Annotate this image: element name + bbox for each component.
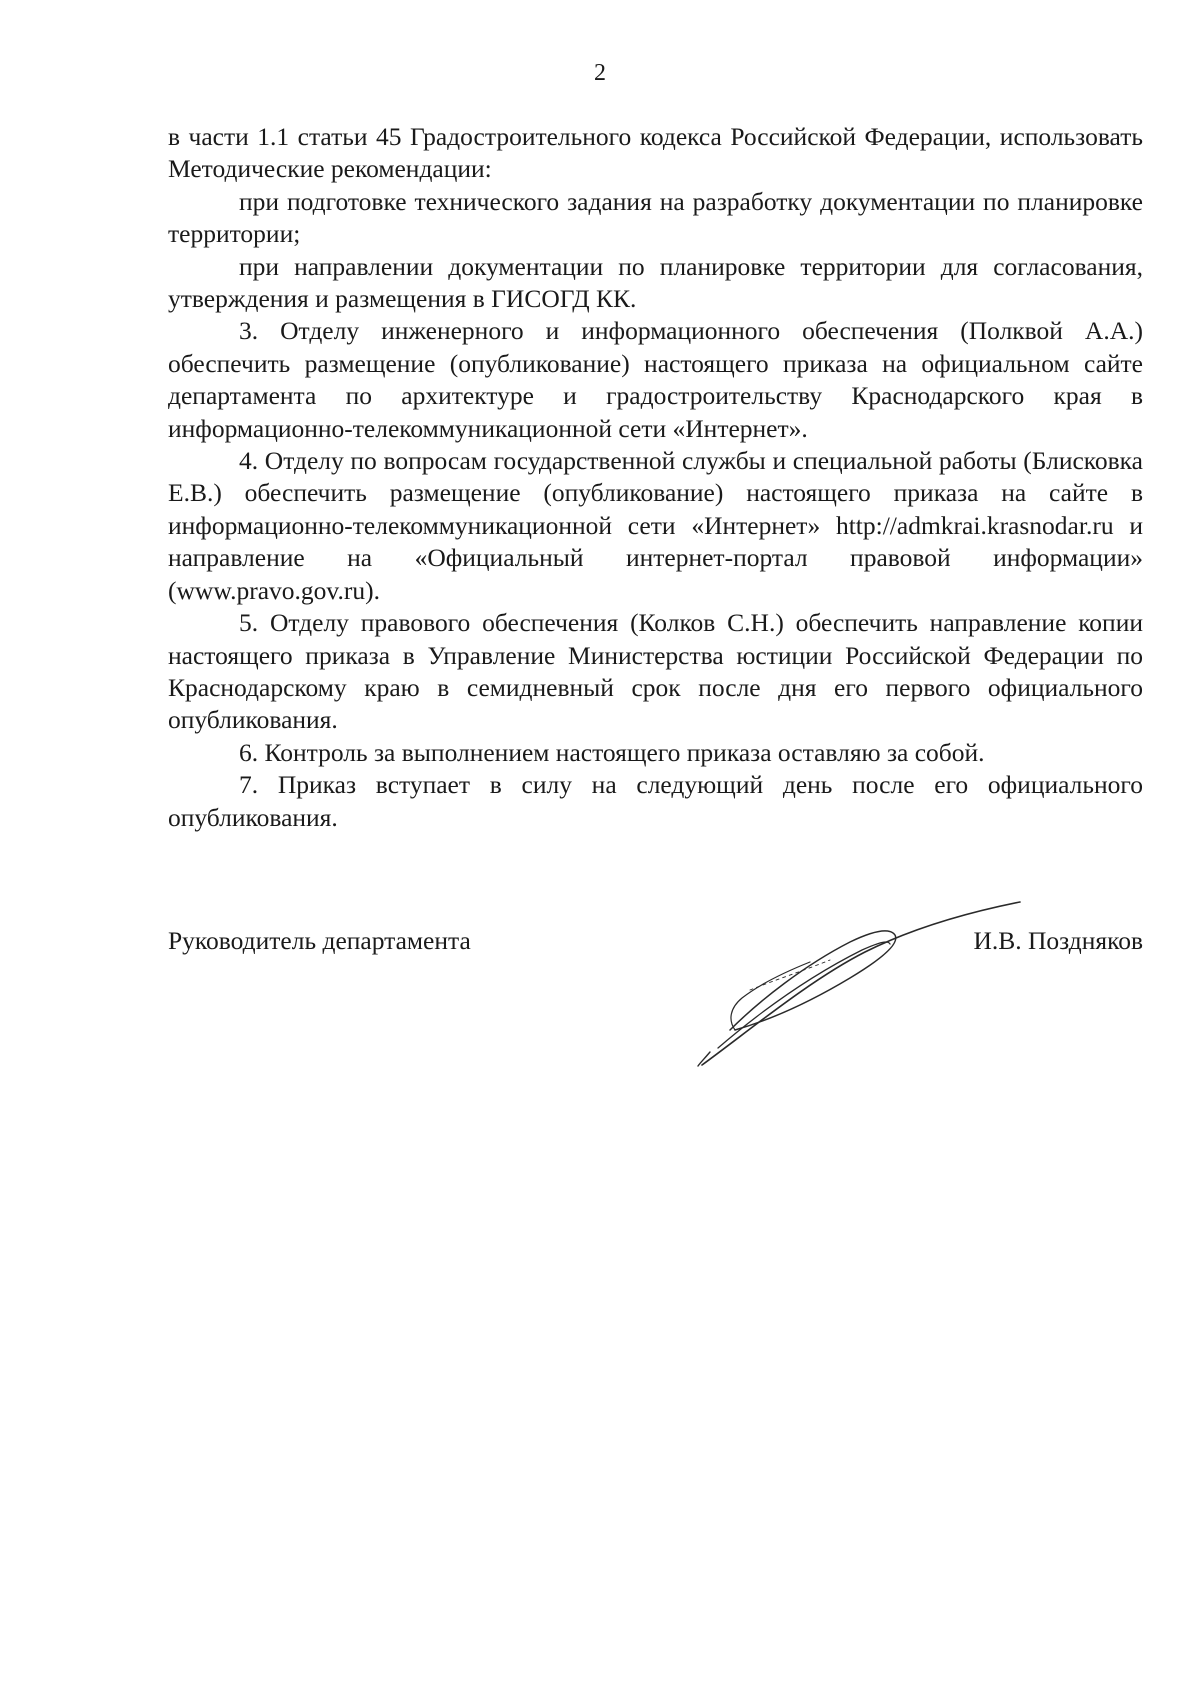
paragraph-subitem-technical-task: при подготовке технического задания на разработку документации по планировке территории;: [168, 186, 1143, 249]
paragraph-item-7: 7. Приказ вступает в силу на следующий день после его официального опубликования.: [168, 770, 1143, 832]
paragraph-item-5: 5. Отделу правового обеспечения (Колков С.Н.) обеспечить направление копии настоящего приказа в Управление Министерства юстиции Российской Федерации по Краснодарскому краю в семидневный срок после дня его первого официального опубликования.: [168, 608, 1143, 735]
paragraph-subitem-submission: при направлении документации по планировке территории для согласования, утверждения и размещения в ГИСОГД КК.: [168, 251, 1143, 314]
paragraph-item-4: 4. Отделу по вопросам государственной службы и специальной работы (Блисковка Е.В.) обеспечить размещение (опубликование) настоящего приказа на сайте в информационно-телекоммуникационной сети «Интернет» http://admkrai.krasnodar.ru и направление на «Официальный интернет-портал правовой информации» (www.pravo.gov.ru).: [168, 446, 1143, 605]
signatory-name: И.В. Поздняков: [973, 926, 1143, 955]
signatory-position: Руководитель департамента: [168, 926, 471, 955]
paragraph-continuation: в части 1.1 статьи 45 Градостроительного кодекса Российской Федерации, использовать Методические рекомендации:: [168, 122, 1143, 184]
paragraph-item-3: 3. Отделу инженерного и информационного обеспечения (Полквой А.А.) обеспечить размещение (опубликование) настоящего приказа на официальном сайте департамента по архитектуре и градостроительству Краснодарского края в информационно-телекоммуникационной сети «Интернет».: [168, 316, 1143, 443]
paragraph-item-6: 6. Контроль за выполнением настоящего приказа оставляю за собой.: [239, 737, 985, 767]
handwritten-signature: [690, 880, 1030, 1070]
document-body: [168, 121, 1143, 834]
page-number: 2: [594, 60, 606, 86]
